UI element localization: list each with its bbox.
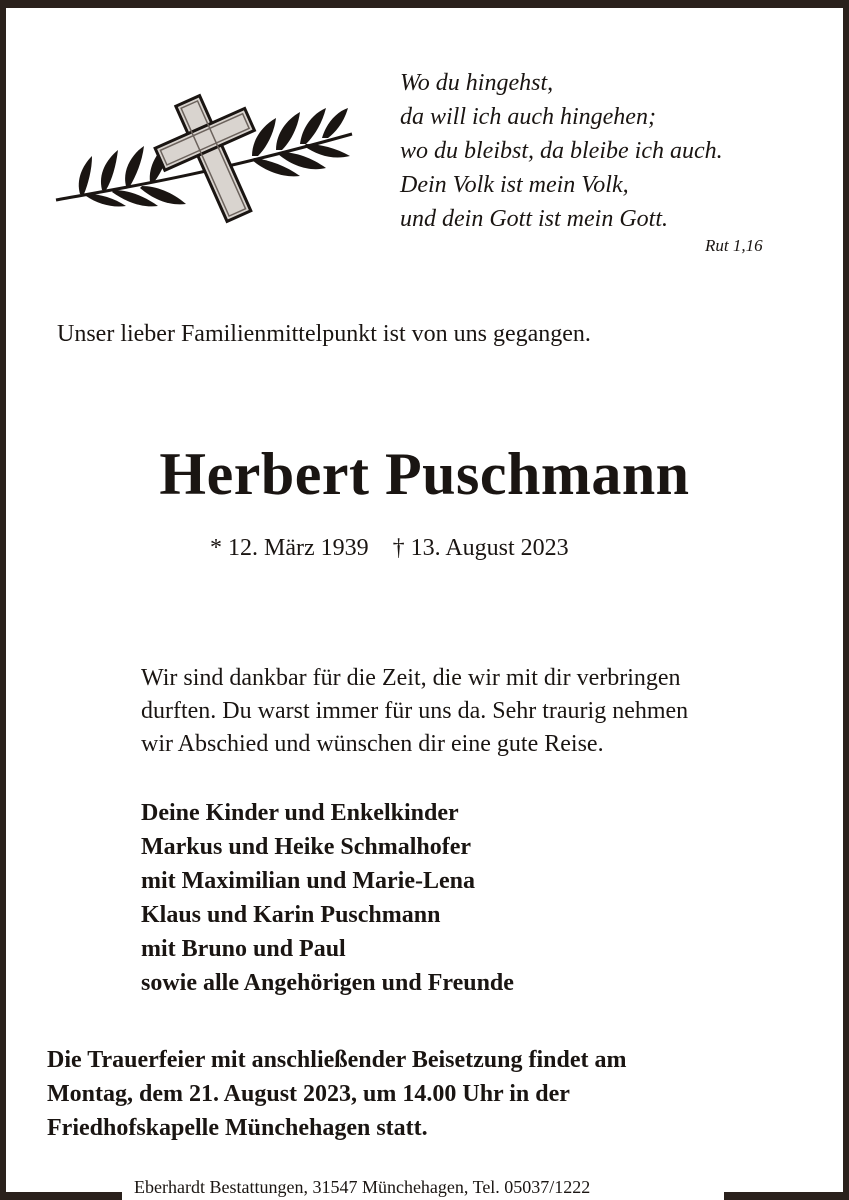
funeral-home-footer: Eberhardt Bestattungen, 31547 Münchehagen, Tel. 05037/1222 (134, 1177, 591, 1197)
frame-border-left (0, 0, 6, 1200)
mourner-line: Markus und Heike Schmalhofer (141, 834, 472, 860)
service-line: Friedhofskapelle Münchehagen statt. (47, 1115, 428, 1141)
farewell-message (141, 662, 688, 761)
frame-border-bottom-left (0, 1192, 122, 1200)
verse-reference: Rut 1,16 (705, 236, 763, 255)
verse-line: Dein Volk ist mein Volk, (400, 172, 629, 198)
death-date: † 13. August 2023 (392, 535, 569, 561)
verse-line: Wo du hingehst, (400, 70, 554, 96)
mourner-line: Deine Kinder und Enkelkinder (141, 800, 459, 826)
message-line: durften. Du warst immer für uns da. Sehr traurig nehmen (141, 698, 689, 724)
message-line: Wir sind dankbar für die Zeit, die wir mit dir verbringen (141, 665, 681, 691)
mourner-line: mit Maximilian und Marie-Lena (141, 868, 475, 894)
intro-text: Unser lieber Familienmittelpunkt ist von uns gegangen. (57, 321, 591, 347)
life-dates (210, 535, 569, 562)
mourners-list (141, 796, 514, 1000)
service-line: Montag, dem 21. August 2023, um 14.00 Uhr in der (47, 1081, 570, 1107)
mourner-line: mit Bruno und Paul (141, 936, 346, 962)
frame-border-right (843, 0, 849, 1200)
service-line: Die Trauerfeier mit anschließender Beisetzung findet am (47, 1047, 627, 1073)
bible-verse (400, 66, 723, 236)
cross-with-palm-branch-icon (52, 88, 362, 228)
mourner-line: Klaus und Karin Puschmann (141, 902, 441, 928)
deceased-name: Herbert Puschmann (159, 441, 690, 507)
funeral-service-notice (47, 1043, 626, 1145)
birth-date: * 12. März 1939 (210, 535, 369, 561)
verse-line: wo du bleibst, da bleibe ich auch. (400, 138, 723, 164)
frame-border-bottom-right (724, 1192, 849, 1200)
message-line: wir Abschied und wünschen dir eine gute Reise. (141, 731, 604, 757)
mourner-line: sowie alle Angehörigen und Freunde (141, 970, 514, 996)
frame-border-top (0, 0, 849, 8)
verse-line: da will ich auch hingehen; (400, 104, 656, 130)
verse-line: und dein Gott ist mein Gott. (400, 206, 668, 232)
